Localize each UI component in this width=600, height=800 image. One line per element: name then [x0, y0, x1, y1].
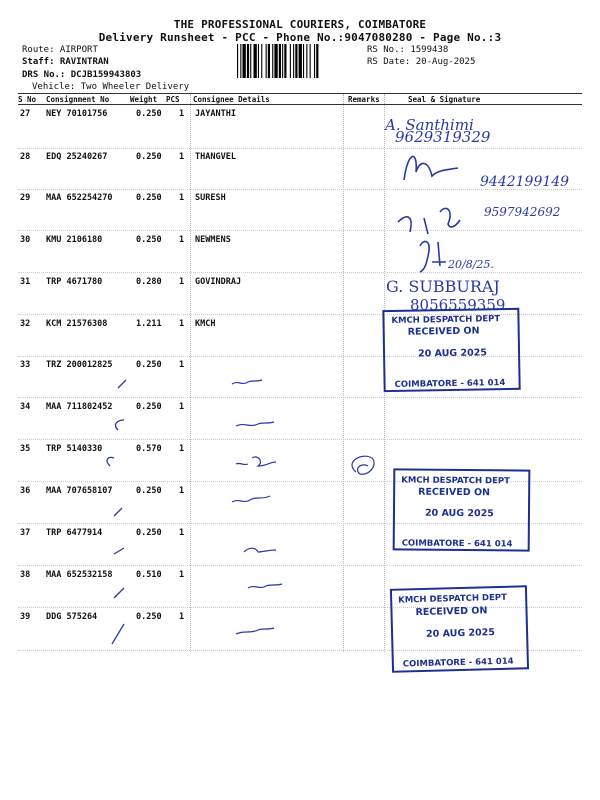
rs-date: RS Date: 20-Aug-2025: [367, 57, 476, 67]
row-sno: 31: [20, 277, 31, 287]
row-weight: 0.250: [136, 612, 162, 622]
stamp-date: 20 AUG 2025: [424, 507, 494, 520]
row-sno: 38: [20, 570, 31, 580]
handwritten-name: G. SUBBURAJ: [386, 277, 500, 296]
row-sno: 33: [20, 360, 31, 370]
table-row: [18, 484, 582, 525]
row-pcs: 1: [179, 235, 185, 245]
row-divider: [18, 230, 582, 231]
table-row: [18, 191, 582, 232]
row-weight: 0.250: [136, 193, 162, 203]
handwritten-phone: 8056559359: [410, 296, 506, 314]
row-divider: [18, 481, 582, 482]
col-header-sno: S No: [18, 95, 37, 104]
col-header-consignment: Consignment No: [46, 95, 110, 104]
table-row: [18, 400, 582, 441]
row-consignment: TRP 6477914: [46, 528, 103, 538]
row-divider: [18, 607, 582, 608]
col-header-seal: Seal & Signature: [408, 95, 481, 104]
document-title: THE PROFESSIONAL COURIERS, COIMBATORE: [173, 18, 427, 31]
row-sno: 29: [20, 193, 31, 203]
handwritten-phone: 9442199149: [480, 174, 570, 190]
table-row: [18, 233, 582, 274]
row-divider: [18, 523, 582, 524]
row-sno: 34: [20, 402, 31, 412]
row-consignment: TRP 4671780: [46, 277, 103, 287]
row-weight: 0.280: [136, 277, 162, 287]
row-divider: [18, 439, 582, 440]
col-header-remarks: Remarks: [348, 95, 380, 104]
handwritten-phone: 9629319329: [395, 128, 491, 146]
stamp-received-label: RECEIVED ON: [415, 605, 488, 619]
row-sno: 30: [20, 235, 31, 245]
row-sno: 36: [20, 486, 31, 496]
handwritten-phone: 9597942692: [484, 205, 561, 219]
row-consignee: SURESH: [195, 193, 226, 203]
barcode-image: [237, 44, 362, 78]
row-pcs: 1: [179, 528, 185, 538]
col-header-consignee: Consignee Details: [193, 95, 270, 104]
row-sno: 39: [20, 612, 31, 622]
row-pcs: 1: [179, 402, 185, 412]
row-weight: 0.250: [136, 528, 162, 538]
stamp-city: COIMBATORE - 641 014: [401, 538, 513, 550]
row-pcs: 1: [179, 193, 185, 203]
table-row: [18, 358, 582, 399]
col-header-pcs: PCS: [166, 95, 180, 104]
row-consignee: GOVINDRAJ: [195, 277, 242, 287]
row-divider: [18, 397, 582, 398]
row-weight: 0.250: [136, 360, 162, 370]
drs-number: DRS No.: DCJB159943803: [22, 70, 142, 80]
row-consignee: KMCH: [195, 319, 216, 329]
row-consignment: DDG 575264: [46, 612, 98, 622]
stamp-city: COIMBATORE - 641 014: [394, 378, 506, 390]
row-consignment: NEY 70101756: [46, 109, 108, 119]
stamp-date: 20 AUG 2025: [425, 627, 496, 640]
row-consignment: MAA 652532158: [46, 570, 113, 580]
row-divider: [18, 314, 582, 315]
table-row: [18, 526, 582, 567]
row-divider: [18, 565, 582, 566]
row-weight: 0.250: [136, 235, 162, 245]
row-consignment: TRZ 200012825: [46, 360, 113, 370]
vehicle-label: Vehicle: Two Wheeler Delivery: [32, 82, 190, 92]
table-row: [18, 442, 582, 483]
row-sno: 37: [20, 528, 31, 538]
row-weight: 0.250: [136, 486, 162, 496]
stamp-date: 20 AUG 2025: [417, 347, 488, 360]
staff-label: Staff: RAVINTRAN: [22, 57, 109, 67]
row-pcs: 1: [179, 319, 185, 329]
table-row: [18, 150, 582, 191]
row-divider: [18, 356, 582, 357]
row-sno: 27: [20, 109, 31, 119]
document-subtitle: Delivery Runsheet - PCC - Phone No.:9047080280 - Page No.:3: [98, 31, 502, 44]
row-pcs: 1: [179, 360, 185, 370]
row-pcs: 1: [179, 570, 185, 580]
row-divider: [18, 650, 582, 651]
row-weight: 0.570: [136, 444, 162, 454]
row-weight: 1.211: [136, 319, 162, 329]
row-consignment: MAA 652254270: [46, 193, 113, 203]
row-pcs: 1: [179, 612, 185, 622]
row-consignee: JAYANTHI: [195, 109, 236, 119]
table-row: [18, 107, 582, 148]
row-weight: 0.250: [136, 402, 162, 412]
row-consignment: KMU 2106180: [46, 235, 103, 245]
row-consignee: THANGVEL: [195, 152, 236, 162]
row-sno: 35: [20, 444, 31, 454]
row-pcs: 1: [179, 152, 185, 162]
rs-number: RS No.: 1599438: [367, 45, 449, 55]
stamp-heading: KMCH DESPATCH DEPT: [391, 314, 501, 327]
row-consignment: MAA 711802452: [46, 402, 113, 412]
stamp-received-label: RECEIVED ON: [418, 486, 491, 499]
row-pcs: 1: [179, 277, 185, 287]
handwritten-name: A. Santhimi: [385, 116, 474, 134]
stamp-received-label: RECEIVED ON: [407, 325, 480, 338]
row-divider: [18, 148, 582, 149]
row-weight: 0.510: [136, 570, 162, 580]
row-consignment: EDQ 25240267: [46, 152, 108, 162]
row-sno: 28: [20, 152, 31, 162]
row-weight: 0.250: [136, 152, 162, 162]
stamp-heading: KMCH DESPATCH DEPT: [401, 475, 511, 487]
route-label: Route: AIRPORT: [22, 45, 98, 55]
table-row: [18, 568, 582, 609]
table-row: [18, 317, 582, 358]
row-divider: [18, 189, 582, 190]
stamp-heading: KMCH DESPATCH DEPT: [398, 592, 508, 606]
handwritten-date: 20/8/25.: [448, 258, 494, 271]
row-weight: 0.250: [136, 109, 162, 119]
header-bottom-rule: [18, 104, 582, 105]
row-pcs: 1: [179, 109, 185, 119]
header-top-rule: [18, 93, 582, 94]
row-consignment: TRP 5140330: [46, 444, 103, 454]
row-pcs: 1: [179, 486, 185, 496]
stamp-city: COIMBATORE - 641 014: [402, 656, 514, 670]
table-row: [18, 610, 582, 651]
row-consignment: MAA 707658107: [46, 486, 113, 496]
row-divider: [18, 272, 582, 273]
col-header-weight: Weight: [130, 95, 158, 104]
row-consignee: NEWMENS: [195, 235, 231, 245]
row-sno: 32: [20, 319, 31, 329]
row-pcs: 1: [179, 444, 185, 454]
row-consignment: KCM 21576308: [46, 319, 108, 329]
table-row: [18, 275, 582, 316]
